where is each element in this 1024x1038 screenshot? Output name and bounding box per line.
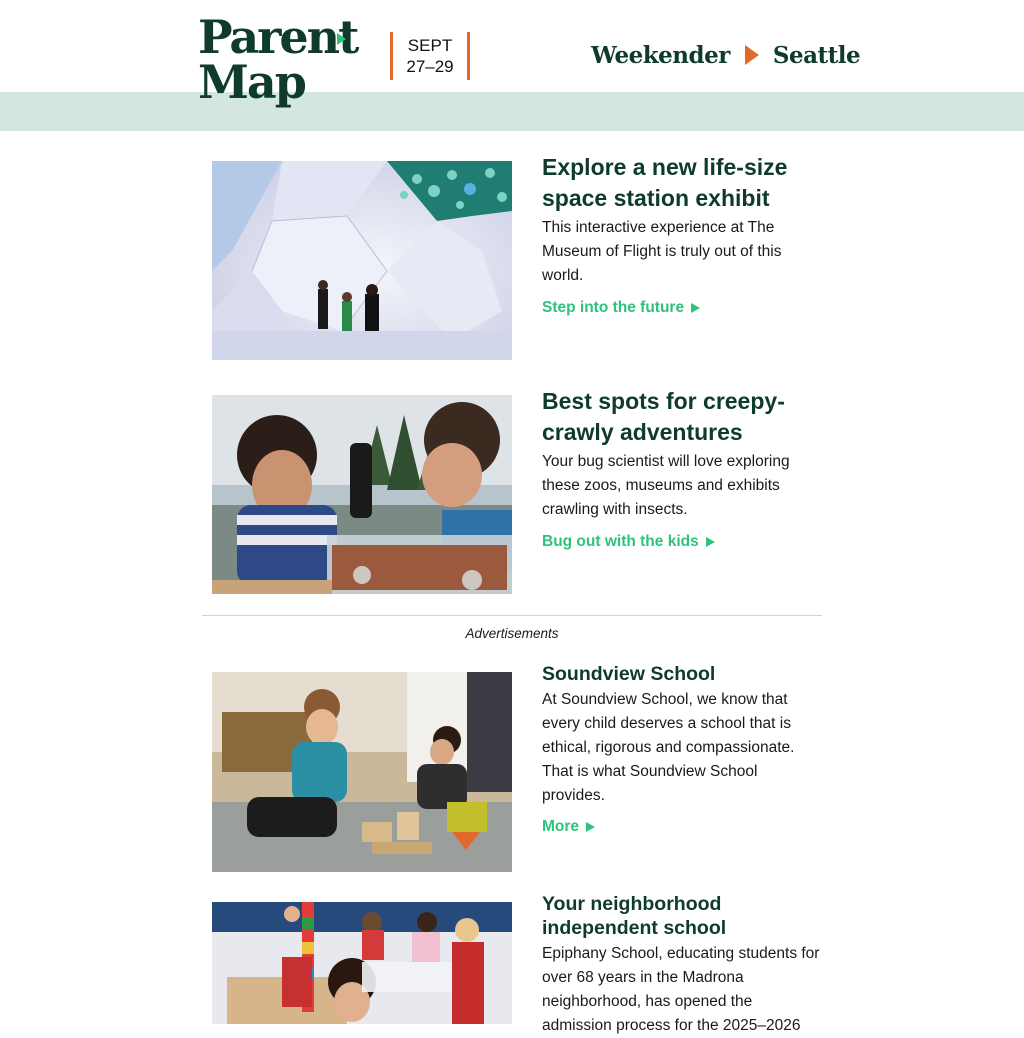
ad-card bbox=[212, 662, 822, 874]
article-cta-link[interactable] bbox=[542, 533, 715, 551]
edition-name: Weekender bbox=[591, 41, 730, 69]
parentmap-logo[interactable] bbox=[198, 10, 358, 122]
ad-title[interactable]: Soundview School bbox=[542, 663, 716, 685]
article-card bbox=[212, 386, 822, 596]
date-range bbox=[390, 32, 470, 80]
ad-text bbox=[542, 662, 822, 836]
edition-label bbox=[591, 38, 860, 72]
date-days: 27–29 bbox=[406, 57, 454, 76]
advertisements-label: Advertisements bbox=[465, 626, 559, 641]
ad-card bbox=[212, 892, 822, 1034]
ad-description: At Soundview School, we know that every child deserves a school that is ethical, rigorous and compassionate. That is what Soundview School provides. bbox=[542, 691, 795, 804]
article-description: Your bug scientist will love exploring these zoos, museums and exhibits crawling with insects. bbox=[542, 453, 790, 518]
date-month: SEPT bbox=[407, 36, 453, 55]
ad-cta-label: More bbox=[542, 818, 580, 835]
header bbox=[0, 0, 1024, 92]
space-station-image[interactable] bbox=[212, 161, 512, 360]
soundview-school-image[interactable] bbox=[212, 672, 512, 872]
article-title[interactable]: Explore a new life-size space station exhibit bbox=[542, 154, 788, 211]
header-band bbox=[0, 92, 1024, 131]
play-arrow-icon bbox=[691, 303, 700, 313]
play-arrow-icon bbox=[745, 45, 759, 65]
ad-text bbox=[542, 892, 822, 1038]
article-text bbox=[542, 152, 822, 317]
logo-word-map: Map bbox=[198, 55, 305, 109]
article-cta-link[interactable] bbox=[542, 299, 700, 317]
edition-city: Seattle bbox=[772, 41, 861, 69]
play-arrow-icon bbox=[706, 537, 715, 547]
article-cta-label: Bug out with the kids bbox=[542, 533, 699, 550]
divider bbox=[202, 615, 822, 616]
ad-description: Epiphany School, educating students for over 68 years in the Madrona neighborhood, has opened the admission process for the 2025–2026 bbox=[542, 945, 820, 1034]
article-description: This interactive experience at The Museum of Flight is truly out of this world. bbox=[542, 219, 782, 284]
article-cta-label: Step into the future bbox=[542, 299, 685, 316]
epiphany-school-image[interactable] bbox=[212, 902, 512, 1024]
article-title[interactable]: Best spots for creepy-crawly adventures bbox=[542, 388, 785, 445]
logo-word-parent: Parent bbox=[198, 10, 358, 64]
article-card bbox=[212, 152, 822, 362]
kids-bug-exploration-image[interactable] bbox=[212, 395, 512, 594]
ad-title[interactable]: Your neighborhood independent school bbox=[542, 893, 727, 939]
article-text bbox=[542, 386, 822, 551]
play-arrow-icon bbox=[586, 822, 595, 832]
logo-play-icon bbox=[337, 33, 346, 45]
ad-more-link[interactable] bbox=[542, 818, 595, 836]
